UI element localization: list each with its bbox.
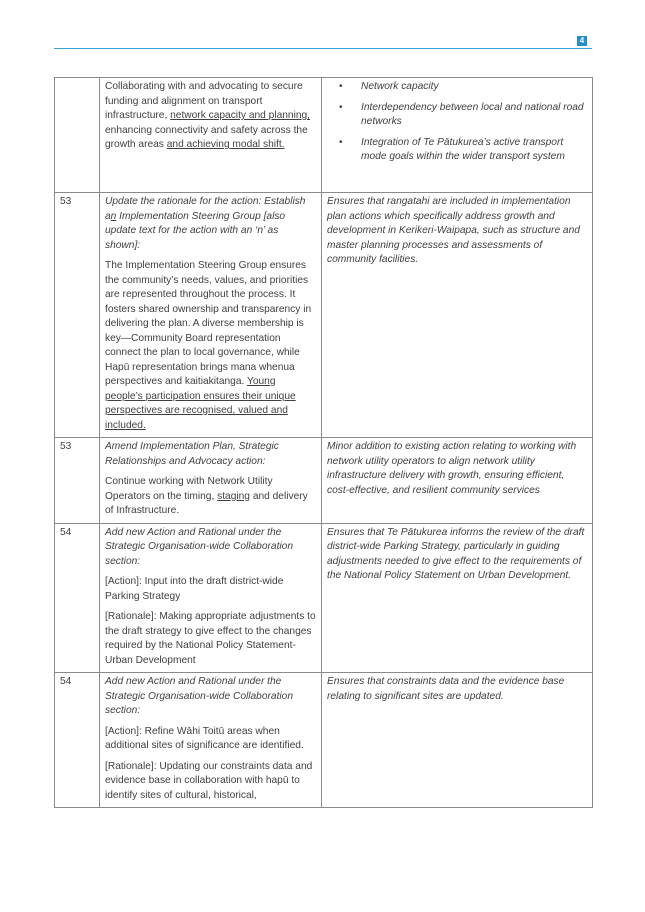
change-instruction: Update the rationale for the action: Establish an Implementation Steering Group [also update text for the action with an ‘n’ as shown]: bbox=[105, 196, 306, 251]
change-cell bbox=[100, 438, 322, 524]
change-cell bbox=[100, 523, 322, 673]
change-text: Collaborating with and advocating to secure funding and alignment on transport infrastructure, network capacity and planning, enhancing connectivity and safety across the growth areas and achieving modal shift. bbox=[105, 81, 311, 150]
reason-cell: Ensures that constraints data and the evidence base relating to significant sites are updated. bbox=[322, 673, 593, 808]
change-instruction: Add new Action and Rational under the Strategic Organisation-wide Collaboration section: bbox=[105, 526, 294, 567]
reason-cell: Ensures that Te Pātukurea informs the review of the draft district-wide Parking Strategy, particularly in guiding adjustments needed to give effect to the requirements of the National Policy Statement on Urban Development. bbox=[322, 523, 593, 673]
row-number: 54 bbox=[55, 523, 100, 673]
change-rationale: [Rationale]: Making appropriate adjustments to the draft strategy to give effect to the changes required by the National Policy Statement-Urban Development bbox=[105, 611, 316, 666]
change-text: Continue working with Network Utility Operators on the timing, staging and delivery of Infrastructure. bbox=[105, 476, 308, 516]
list-item: • Network capacity bbox=[361, 80, 587, 95]
change-text: The Implementation Steering Group ensures the community’s needs, values, and priorities are represented throughout the process. It fosters shared ownership and transparency in delivering the plan. A diverse membership is key—Community Board representation connect the plan to local governance, while Hapū representation brings mana whenua perspectives and kaitiakitanga. Young people’s participation ensures their unique perspectives are recognised, valued and included. bbox=[105, 260, 312, 431]
change-action: [Action]: Refine Wāhi Toitū areas when additional sites of significance are identified. bbox=[105, 725, 304, 751]
change-instruction: Add new Action and Rational under the Strategic Organisation-wide Collaboration section: bbox=[105, 676, 294, 716]
change-action: [Action]: Input into the draft district-wide Parking Strategy bbox=[105, 576, 284, 602]
page-number: 4 bbox=[577, 36, 587, 46]
list-item: • Interdependency between local and national road networks bbox=[361, 101, 587, 130]
change-rationale: [Rationale]: Updating our constraints data and evidence base in collaboration with hapū to identify sites of cultural, historical, bbox=[105, 760, 313, 801]
table-row bbox=[55, 78, 593, 193]
reason-cell bbox=[322, 78, 593, 193]
list-item: • Integration of Te Pātukurea’s active transport mode goals within the wider transport system bbox=[361, 136, 587, 165]
change-instruction: Amend Implementation Plan, Strategic Relationships and Advocacy action: bbox=[105, 441, 279, 467]
header-rule bbox=[54, 48, 592, 49]
table-row bbox=[55, 438, 593, 524]
reason-cell: Ensures that rangatahi are included in implementation plan actions which specifically address growth and development in Kerikeri-Waipapa, such as structure and master planning processes and assessments of community facilities. bbox=[322, 193, 593, 438]
table-row bbox=[55, 523, 593, 673]
row-number bbox=[55, 78, 100, 193]
reason-bullet-list bbox=[327, 80, 587, 165]
amendments-table bbox=[54, 77, 593, 808]
row-number: 54 bbox=[55, 673, 100, 808]
table-row bbox=[55, 673, 593, 808]
row-number: 53 bbox=[55, 193, 100, 438]
change-cell bbox=[100, 193, 322, 438]
reason-cell: Minor addition to existing action relating to working with network utility operators to align network utility infrastructure delivery with growth, ensuring efficient, cost-effective, and resilient community services bbox=[322, 438, 593, 524]
change-cell bbox=[100, 673, 322, 808]
row-number: 53 bbox=[55, 438, 100, 524]
table-row bbox=[55, 193, 593, 438]
change-cell bbox=[100, 78, 322, 193]
